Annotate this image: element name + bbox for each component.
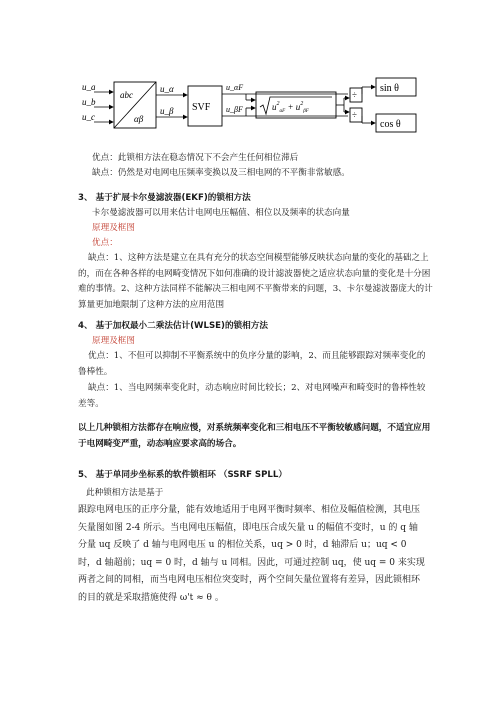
section3-diagram-link[interactable]: 原理及框图 [92,223,135,233]
section4-heading: 4、 基于加权最小二乘法估计(WLSE)的锁相方法 [78,321,268,331]
divider-label-1: ÷ [352,90,357,100]
input-label-b: u_b [82,97,96,107]
u-alpha-f-label: u_αF [226,83,244,92]
sin-output-label: sin θ [380,83,399,94]
divider-label-2: ÷ [352,110,357,120]
block1-bottom-label: αβ [134,114,144,124]
input-label-c: u_c [82,112,95,122]
section4-cons: 缺点：1、当电网频率变化时，动态响应时间比较长；2、对电网噪声和畸变时的鲁棒性较差等。 [78,383,426,409]
section5-heading: 5、 基于单同步坐标系的软件锁相环 （SSRF SPLL） [78,470,287,480]
svf-block-diagram [80,72,420,144]
section3-cons: 缺点：1、这种方法是建立在具有充分的状态空间模型能够反映状态向量的变化的基础之上的，而在各种各样的电网畸变情况下如何准确的设计滤波器使之适应状态向量的变化是十分困难的事情。2、这种方法同样不能解决三相电网不平衡带来的问题，3、卡尔曼滤波器庞大的计算量更加地限制了这种方法的应用范围 [78,253,433,310]
cos-output-label: cos θ [380,119,401,130]
block1-top-label: abc [120,90,133,100]
u-beta-f-label: u_βF [226,105,243,114]
section3-heading: 3、 基于扩展卡尔曼滤波器(EKF)的锁相方法 [78,193,251,203]
section5-intro: 此种锁相方法是基于 [86,488,164,498]
section0-pros: 优点：此锁相方法在稳态情况下不会产生任何相位滞后 [92,153,299,163]
section0-cons: 缺点：仍然是对电网电压频率变换以及三相电网的不平衡非常敏感。 [92,168,350,178]
section3-intro: 卡尔曼滤波器可以用来估计电网电压幅值、相位以及频率的状态向量 [92,208,350,218]
u-alpha-label: u_α [160,84,174,94]
svg-text:u2αF + u2βF: $u^2_{\alpha F} + u^2_{\beta F}$ [272,101,309,114]
input-label-a: u_a [82,82,96,92]
summary-paragraph: 以上几种锁相方法都存在响应慢，对系统频率变化和三相电压不平衡较敏感问题，不适宜应用于电网畸变严重，动态响应要求高的场合。 [78,423,431,449]
section3-pros-link[interactable]: 优点： [92,238,118,248]
u-beta-label: u_β [160,106,174,116]
section4-diagram-link[interactable]: 原理及框图 [92,336,135,346]
svf-label: SVF [192,102,211,113]
section4-pros: 优点：1、不但可以抑制不平衡系统中的负序分量的影响，2、而且能够跟踪对频率变化的鲁棒性。 [78,351,426,377]
section5-body: 跟踪电网电压的正序分量，能有效地适用于电网平衡时频率、相位及幅值检测，其电压矢量图如图 2-4 所示。当电网电压幅值，即电压合成矢量 u 的幅值不变时，u 的 q 轴分量 uq 反映了 d 轴与电网电压 u 的相位关系，uq > 0 时，d 轴滞后 u；uq < 0 时，d 轴超前；uq = 0 时，d 轴与 u 同相。因此，可通过控制 uq，使 uq = 0 来实现两者之间的同相，而当电网电压相位突变时，两个空间矢量位置将有差异，因此锁相环的目的就是采取措施使得 ω't ≈ θ 。 [78,505,425,603]
